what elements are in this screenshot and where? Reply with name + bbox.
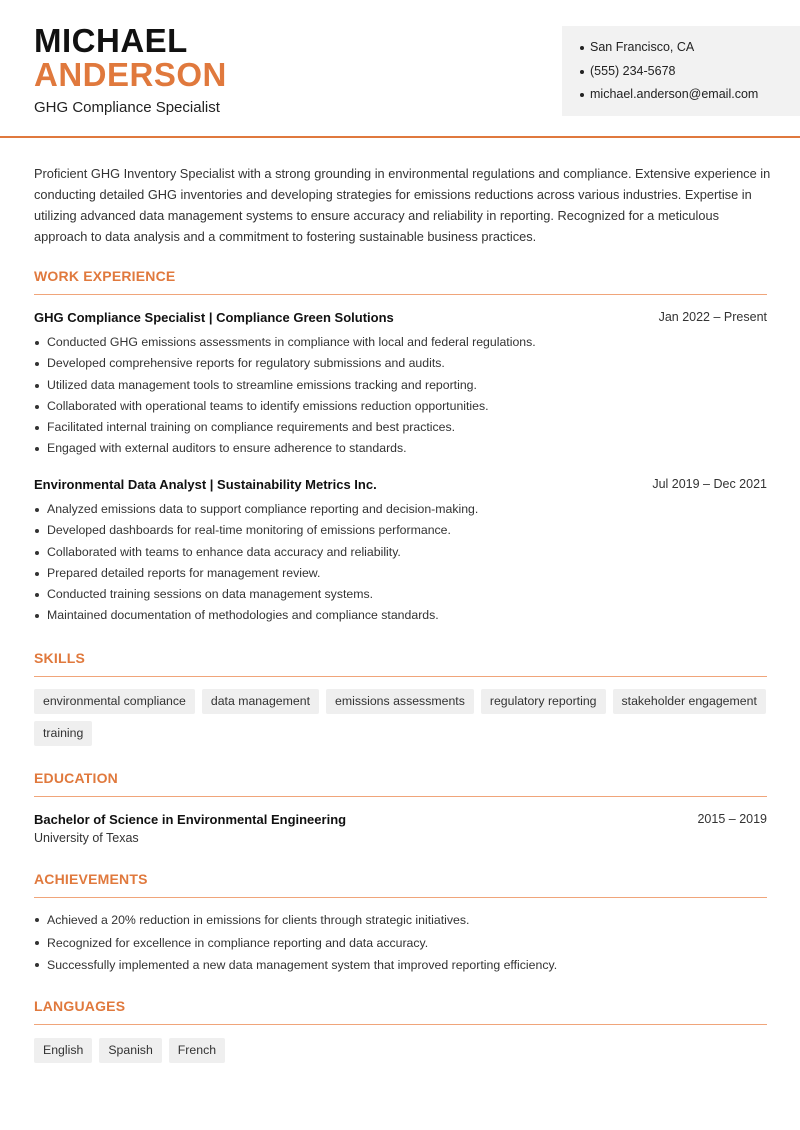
list-item: Facilitated internal training on compliance requirements and best practices. <box>34 417 754 438</box>
skill-tag: training <box>34 721 92 746</box>
language-tag: Spanish <box>99 1038 161 1063</box>
list-item: Successfully implemented a new data management system that improved reporting efficiency. <box>34 954 754 977</box>
job-title: GHG Compliance Specialist | Compliance Green Solutions <box>34 310 394 325</box>
resume-header <box>0 0 800 138</box>
contact-phone: (555) 234-5678 <box>580 60 800 84</box>
contact-box <box>562 26 800 116</box>
job-title: Environmental Data Analyst | Sustainability Metrics Inc. <box>34 477 377 492</box>
language-tag: French <box>169 1038 225 1063</box>
last-name: ANDERSON <box>34 56 227 93</box>
section-title-education: EDUCATION <box>34 770 118 786</box>
section-divider <box>34 676 767 677</box>
skill-tag: stakeholder engagement <box>613 689 766 714</box>
section-divider <box>34 897 767 898</box>
section-divider <box>34 1024 767 1025</box>
list-item: Conducted training sessions on data management systems. <box>34 584 754 605</box>
list-item: Collaborated with teams to enhance data accuracy and reliability. <box>34 542 754 563</box>
section-title-achievements: ACHIEVEMENTS <box>34 871 148 887</box>
contact-location: San Francisco, CA <box>580 36 800 60</box>
contact-list <box>580 36 800 107</box>
list-item: Recognized for excellence in compliance reporting and data accuracy. <box>34 932 754 955</box>
summary: Proficient GHG Inventory Specialist with a strong grounding in environmental regulations and compliance. Extensive experience in conducting detailed GHG inventories and developing strategies for emissions reductions across various industries. Expertise in utilizing advanced data management systems to ensure accuracy and reliability in reporting. Recognized for a meticulous approach to data analysis and a commitment to fostering sustainable business practices. <box>34 166 771 244</box>
language-tag: English <box>34 1038 92 1063</box>
section-title-skills: SKILLS <box>34 650 85 666</box>
language-tags <box>34 1038 774 1070</box>
list-item: Developed comprehensive reports for regulatory submissions and audits. <box>34 353 754 374</box>
list-item: Achieved a 20% reduction in emissions for clients through strategic initiatives. <box>34 909 754 932</box>
section-divider <box>34 294 767 295</box>
section-divider <box>34 796 767 797</box>
headline: GHG Compliance Specialist <box>34 99 220 116</box>
skill-tag: emissions assessments <box>326 689 474 714</box>
list-item: Collaborated with operational teams to identify emissions reduction opportunities. <box>34 396 754 417</box>
skill-tag: regulatory reporting <box>481 689 606 714</box>
skills-tags <box>34 689 774 753</box>
achievement-bullets <box>34 909 754 977</box>
list-item: Developed dashboards for real-time monitoring of emissions performance. <box>34 520 754 541</box>
job-bullets <box>34 499 754 627</box>
degree: Bachelor of Science in Environmental Engineering <box>34 812 347 827</box>
first-name: MICHAEL <box>34 22 188 59</box>
list-item: Conducted GHG emissions assessments in compliance with local and federal regulations. <box>34 332 754 353</box>
section-title-languages: LANGUAGES <box>34 998 126 1014</box>
contact-email: michael.anderson@email.com <box>580 83 800 107</box>
list-item: Utilized data management tools to streamline emissions tracking and reporting. <box>34 375 754 396</box>
school: University of Texas <box>34 831 139 845</box>
education-dates: 2015 – 2019 <box>697 812 767 826</box>
job-dates: Jul 2019 – Dec 2021 <box>652 477 767 491</box>
job-bullets <box>34 332 754 460</box>
list-item: Maintained documentation of methodologies and compliance standards. <box>34 605 754 626</box>
list-item: Prepared detailed reports for management review. <box>34 563 754 584</box>
list-item: Engaged with external auditors to ensure adherence to standards. <box>34 438 754 459</box>
skill-tag: environmental compliance <box>34 689 195 714</box>
list-item: Analyzed emissions data to support compliance reporting and decision-making. <box>34 499 754 520</box>
skill-tag: data management <box>202 689 319 714</box>
job-dates: Jan 2022 – Present <box>658 310 767 324</box>
section-title-work: WORK EXPERIENCE <box>34 268 176 284</box>
